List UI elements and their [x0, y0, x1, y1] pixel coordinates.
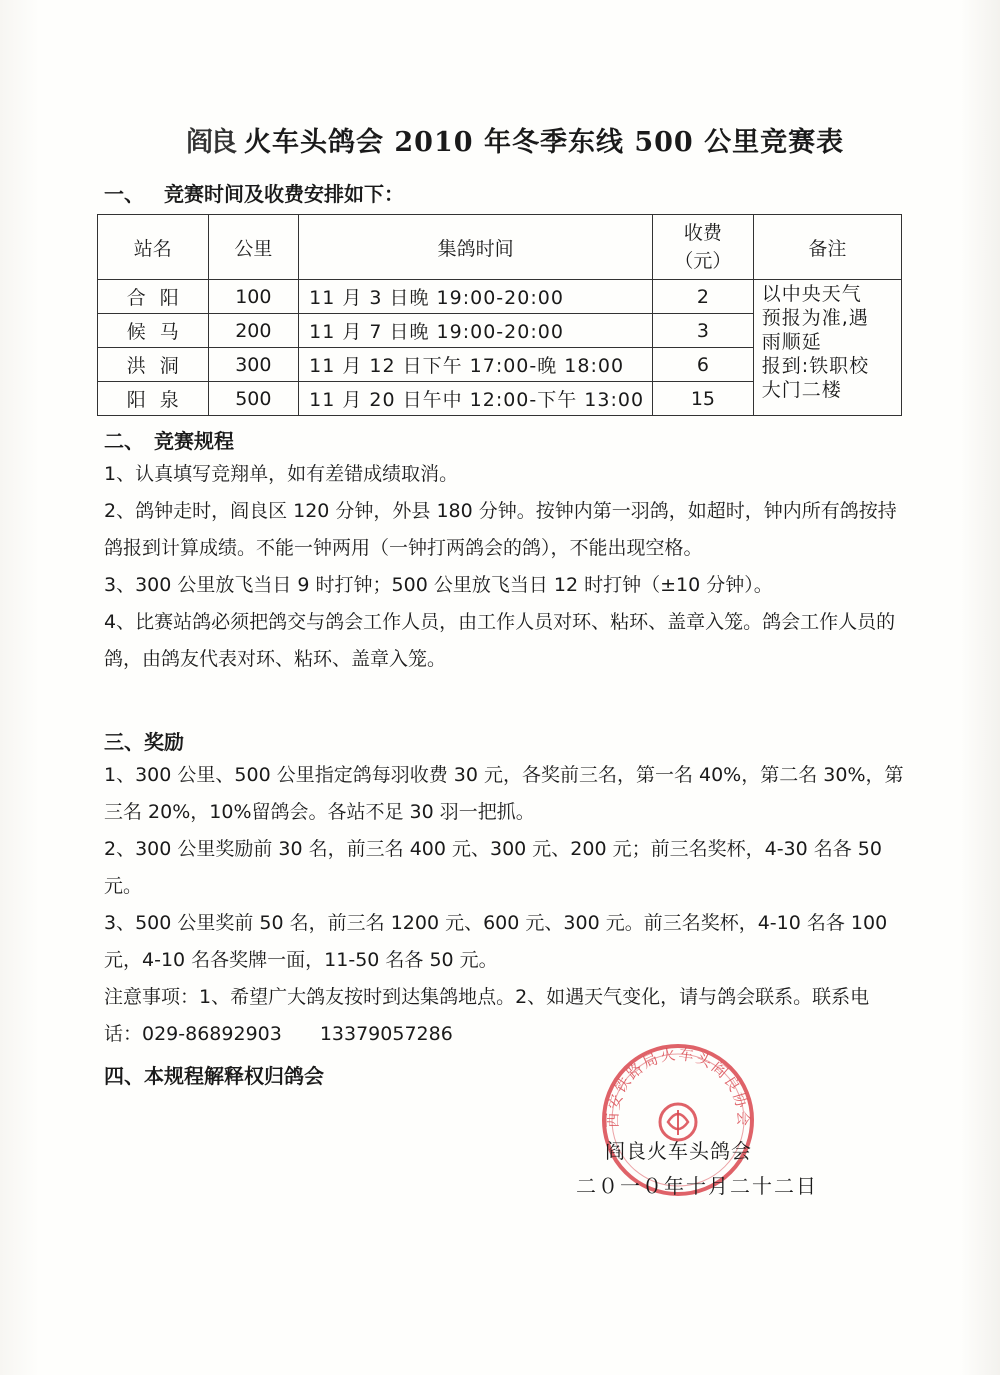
row-station: 合阳	[98, 280, 209, 314]
section-1-number: 一、	[104, 182, 144, 206]
row-fee: 15	[653, 382, 754, 416]
reward-item: 3、500 公里奖前 50 名，前三名 1200 元、600 元、300 元。前三名奖杯，4-10 名各 100 元，4-10 名各奖牌一面，11-50 名各 50 元。	[104, 912, 888, 971]
row-fee: 2	[653, 280, 754, 314]
schedule-table	[97, 214, 902, 416]
note-line: 报到:铁职校	[761, 355, 870, 377]
rule-item: 2、鸽钟走时，阎良区 120 分钟，外县 180 分钟。按钟内第一羽鸽，如超时，钟内所有鸽按持鸽报到计算成绩。不能一钟两用（一钟打两鸽会的鸽），不能出现空格。	[104, 500, 897, 559]
row-fee: 3	[653, 314, 754, 348]
notice-item: 注意事项：1、希望广大鸽友按时到达集鸽地点。2、如遇天气变化，请与鸽会联系。联系电话：029-86892903 13379057286	[104, 986, 870, 1045]
section-3-body	[104, 757, 904, 1053]
note-line: 雨顺延	[761, 331, 822, 353]
header-note: 备注	[753, 215, 901, 280]
row-km: 200	[208, 314, 299, 348]
section-1-title: 竞赛时间及收费安排如下：	[164, 182, 404, 206]
signature-date: 二０一０年十月二十二日	[576, 1174, 818, 1198]
note-line: 预报为准,遇	[761, 307, 869, 329]
section-4-heading: 四、本规程解释权归鸽会	[104, 1064, 324, 1088]
rule-item: 4、比赛站鸽必须把鸽交与鸽会工作人员，由工作人员对环、粘环、盖章入笼。鸽会工作人员的鸽，由鸽友代表对环、粘环、盖章入笼。	[104, 611, 896, 670]
reward-item: 2、300 公里奖励前 30 名，前三名 400 元、300 元、200 元；前三名奖杯，4-30 名各 50 元。	[104, 838, 882, 897]
table-row	[98, 280, 902, 314]
section-2-heading: 二、 竞赛规程	[104, 429, 234, 453]
header-km: 公里	[208, 215, 299, 280]
row-fee: 6	[653, 348, 754, 382]
rule-item: 3、300 公里放飞当日 9 时打钟；500 公里放飞当日 12 时打钟（±10 分钟）。	[104, 574, 773, 596]
note-line: 大门二楼	[761, 379, 842, 401]
header-fee-line1: 收费	[683, 222, 722, 244]
row-station: 候马	[98, 314, 209, 348]
signature-organization: 阎良火车头鸽会	[605, 1139, 752, 1163]
header-fee-line2: （元）	[674, 250, 732, 272]
stamp-text: 西安铁路局火车头阎良协会	[603, 1045, 753, 1128]
row-km: 100	[208, 280, 299, 314]
handwritten-title-prefix: 阎良	[186, 127, 234, 158]
note-line: 以中央天气	[761, 283, 862, 305]
row-km: 500	[208, 382, 299, 416]
section-2-body	[104, 456, 904, 678]
note-cell	[753, 280, 901, 416]
row-time: 11 月 12 日下午 17:00-晚 18:00	[299, 348, 653, 382]
row-time: 11 月 20 日午中 12:00-下午 13:00	[299, 382, 653, 416]
header-fee	[653, 215, 754, 280]
row-time: 11 月 3 日晚 19:00-20:00	[299, 280, 653, 314]
header-station: 站名	[98, 215, 209, 280]
section-3-heading: 三、奖励	[104, 730, 184, 754]
rule-item: 1、认真填写竞翔单，如有差错成绩取消。	[104, 463, 459, 485]
header-time: 集鸽时间	[299, 215, 653, 280]
table-header-row	[98, 215, 902, 280]
row-km: 300	[208, 348, 299, 382]
row-time: 11 月 7 日晚 19:00-20:00	[299, 314, 653, 348]
row-station: 阳泉	[98, 382, 209, 416]
section-1-heading	[104, 178, 404, 207]
row-station: 洪洞	[98, 348, 209, 382]
reward-item: 1、300 公里、500 公里指定鸽每羽收费 30 元，各奖前三名，第一名 40%，第二名 30%，第三名 20%，10%留鸽会。各站不足 30 羽一把抓。	[104, 764, 904, 823]
document-title: 火车头鸽会 2010 年冬季东线 500 公里竞赛表	[244, 127, 845, 158]
